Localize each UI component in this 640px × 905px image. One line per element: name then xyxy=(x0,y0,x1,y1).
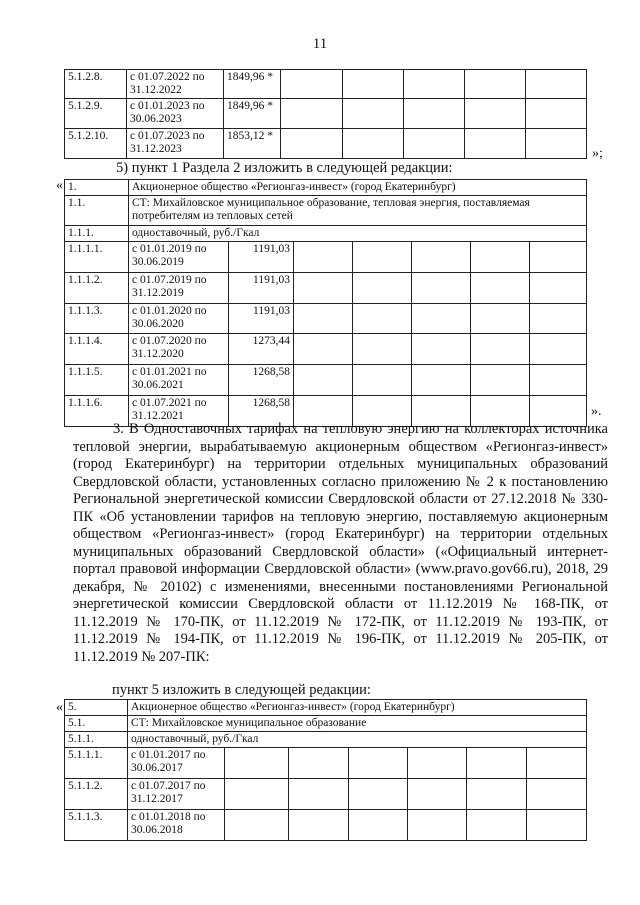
row-code: 1.1.1.6. xyxy=(65,396,129,427)
row-code: 1.1.1.3. xyxy=(65,304,129,334)
row-code: 1.1.1.1. xyxy=(65,242,129,273)
org-row xyxy=(65,700,587,716)
row-period: с 01.01.2023 по 30.06.2023 xyxy=(127,99,224,129)
row-code: 1.1.1.2. xyxy=(65,273,129,304)
st-code: 5.1. xyxy=(65,716,128,732)
st-text: СТ: Михайловское муниципальное образование xyxy=(128,716,587,732)
table-row xyxy=(65,304,587,334)
row-period: с 01.07.2023 по 31.12.2023 xyxy=(127,129,224,159)
row-value: 1268,58 xyxy=(229,365,294,396)
row-value: 1273,44 xyxy=(229,334,294,365)
row-code: 5.1.1.3. xyxy=(65,810,128,841)
row-value: 1849,96 * xyxy=(224,70,281,99)
tariff-table-middle xyxy=(64,179,587,427)
table2-closing-quote: ». xyxy=(591,404,602,419)
row-code: 5.1.2.9. xyxy=(65,99,127,129)
row-code: 5.1.1.1. xyxy=(65,748,128,779)
org-name: Акционерное общество «Регионгаз-инвест» (город Екатеринбург) xyxy=(128,700,587,716)
table-row xyxy=(65,99,587,129)
table-row xyxy=(65,365,587,396)
row-value: 1191,03 xyxy=(229,304,294,334)
row-period: с 01.01.2020 по 30.06.2020 xyxy=(129,304,229,334)
row-period: с 01.07.2021 по 31.12.2021 xyxy=(129,396,229,427)
st-row xyxy=(65,196,587,226)
st-code: 1.1. xyxy=(65,196,129,226)
tariff-text: одноставочный, руб./Гкал xyxy=(128,732,587,748)
row-period: с 01.01.2021 по 30.06.2021 xyxy=(129,365,229,396)
row-period: с 01.07.2019 по 31.12.2019 xyxy=(129,273,229,304)
row-code: 5.1.2.10. xyxy=(65,129,127,159)
org-row xyxy=(65,180,587,196)
row-code: 5.1.2.8. xyxy=(65,70,127,99)
table-row xyxy=(65,70,587,99)
tariff-code: 5.1.1. xyxy=(65,732,128,748)
row-code: 5.1.1.2. xyxy=(65,779,128,810)
table-row xyxy=(65,810,587,841)
row-value: 1191,03 xyxy=(229,242,294,273)
org-name: Акционерное общество «Регионгаз-инвест» (город Екатеринбург) xyxy=(129,180,587,196)
row-code: 1.1.1.4. xyxy=(65,334,129,365)
row-period: с 01.01.2018 по 30.06.2018 xyxy=(128,810,225,841)
tariff-row xyxy=(65,732,587,748)
tariff-text: одноставочный, руб./Гкал xyxy=(129,226,587,242)
org-code: 5. xyxy=(65,700,128,716)
tariff-table-top xyxy=(64,69,587,159)
st-row xyxy=(65,716,587,732)
row-period: с 01.07.2020 по 31.12.2020 xyxy=(129,334,229,365)
table-row xyxy=(65,273,587,304)
row-value: 1849,96 * xyxy=(224,99,281,129)
row-period: с 01.07.2017 по 31.12.2017 xyxy=(128,779,225,810)
org-code: 1. xyxy=(65,180,129,196)
row-period: с 01.01.2019 по 30.06.2019 xyxy=(129,242,229,273)
tariff-code: 1.1.1. xyxy=(65,226,129,242)
section5-heading: 5) пункт 1 Раздела 2 изложить в следующей редакции: xyxy=(116,160,453,176)
table-row xyxy=(65,334,587,365)
table-row xyxy=(65,748,587,779)
row-code: 1.1.1.5. xyxy=(65,365,129,396)
paragraph-3: 3. В Одноставочных тарифах на тепловую энергию на коллекторах источника тепловой энергии, вырабатываемую акционерным обществом «Регионгаз-инвест» (город Екатеринбург) на территории отдельных муниципальных образований Свердловской области, установленных согласно приложению № 2 к постановлению Региональной энергетической комиссии Свердловской области от 27.12.2018 № 330-ПК «Об установлении тарифов на тепловую энергию, поставляемую акционерным обществом «Регионгаз-инвест» (город Екатеринбург) на территории отдельных муниципальных образований Свердловской области» («Официальный интернет-портал правовой информации Свердловской области» (www.pravo.gov66.ru), 2018, 29 декабря, № 20102) с изменениями, внесенными постановлениями Региональной энергетической комиссии Свердловской области от 11.12.2019 № 168-ПК, от 11.12.2019 № 170-ПК, от 11.12.2019 № 172-ПК, от 11.12.2019 № 193-ПК, от 11.12.2019 № 194-ПК, от 11.12.2019 № 196-ПК, от 11.12.2019 № 205-ПК, от 11.12.2019 № 207-ПК: xyxy=(73,421,608,665)
row-value: 1268,58 xyxy=(229,396,294,427)
table1-closing-quote: »; xyxy=(592,146,603,161)
table3-open-quote: « xyxy=(56,700,63,715)
row-period: с 01.01.2017 по 30.06.2017 xyxy=(128,748,225,779)
row-value: 1853,12 * xyxy=(224,129,281,159)
tariff-row xyxy=(65,226,587,242)
page-number: 11 xyxy=(312,36,328,52)
table2-open-quote: « xyxy=(56,178,63,193)
table-row xyxy=(65,242,587,273)
tariff-table-bottom xyxy=(64,699,587,841)
row-period: с 01.07.2022 по 31.12.2022 xyxy=(127,70,224,99)
point5-heading: пункт 5 изложить в следующей редакции: xyxy=(112,682,371,698)
row-value: 1191,03 xyxy=(229,273,294,304)
st-text: СТ: Михайловское муниципальное образование, тепловая энергия, поставляемая потребителям из тепловых сетей xyxy=(129,196,587,226)
table-row xyxy=(65,779,587,810)
table-row xyxy=(65,129,587,159)
